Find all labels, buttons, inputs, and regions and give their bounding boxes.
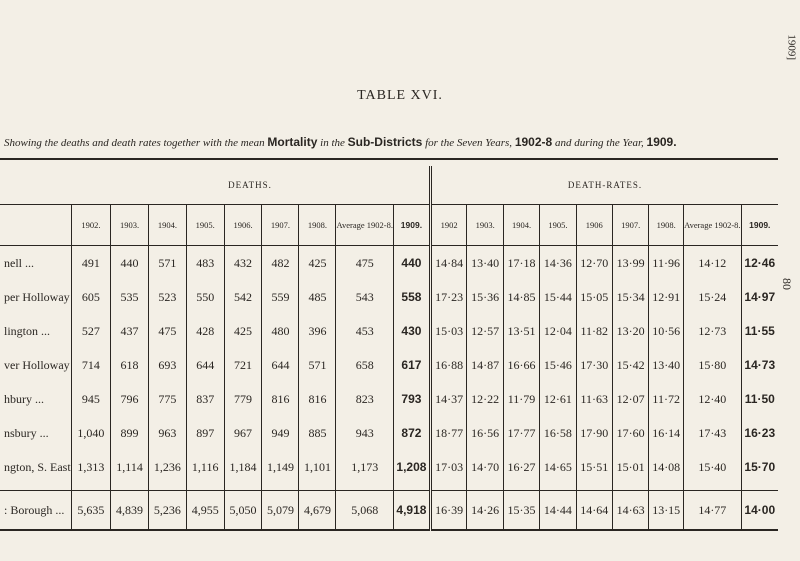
deaths-cell: 885 (299, 416, 336, 450)
rate-cell: 11·72 (649, 382, 684, 416)
rate-cell: 18·77 (430, 416, 467, 450)
rate-cell: 14·63 (612, 491, 648, 531)
deaths-column-header: 1906. (224, 205, 262, 246)
rate-cell: 17·90 (576, 416, 612, 450)
rate-cell: 16·14 (649, 416, 684, 450)
deaths-cell: 816 (299, 382, 336, 416)
rate-cell: 13·40 (649, 348, 684, 382)
deaths-cell: 428 (186, 314, 224, 348)
table-row (0, 348, 778, 382)
rate-cell: 14·26 (467, 491, 503, 531)
rates-column-header: 1905. (540, 205, 576, 246)
rate-cell: 14·37 (430, 382, 467, 416)
deaths-cell: 967 (224, 416, 262, 450)
rate-cell: 12·61 (540, 382, 576, 416)
rates-column-header: 1904. (503, 205, 539, 246)
table-row (0, 382, 778, 416)
rate-cell: 15·46 (540, 348, 576, 382)
deaths-cell: 482 (262, 246, 299, 281)
rates-column-header: 1902 (430, 205, 467, 246)
rate-cell: 14·64 (576, 491, 612, 531)
rate-cell: 15·44 (540, 280, 576, 314)
district-name: ver Holloway (4, 357, 70, 372)
deaths-cell: 1,149 (262, 450, 299, 484)
deaths-column-header: 1908. (299, 205, 336, 246)
deaths-cell: 5,079 (262, 491, 299, 531)
deaths-column-header: 1903. (111, 205, 149, 246)
deaths-cell: 5,635 (71, 491, 110, 531)
deaths-cell: 644 (262, 348, 299, 382)
rate-cell: 12·46 (741, 246, 778, 281)
deaths-cell: 775 (148, 382, 186, 416)
rate-cell: 14·85 (503, 280, 539, 314)
rate-cell: 11·50 (741, 382, 778, 416)
table-row (0, 450, 778, 484)
rate-cell: 15·42 (612, 348, 648, 382)
deaths-cell: 430 (393, 314, 430, 348)
rate-cell: 11·96 (649, 246, 684, 281)
rate-cell: 15·03 (430, 314, 467, 348)
deaths-cell: 4,918 (393, 491, 430, 531)
rate-cell: 13·20 (612, 314, 648, 348)
table-title: TABLE XVI. (357, 88, 443, 103)
deaths-cell: 943 (336, 416, 394, 450)
district-name: per Holloway (4, 289, 70, 304)
corner-cell (0, 205, 71, 246)
deaths-cell: 571 (299, 348, 336, 382)
deaths-column-header: 1904. (148, 205, 186, 246)
deaths-cell: 721 (224, 348, 262, 382)
deaths-cell: 1,236 (148, 450, 186, 484)
rate-cell: 14·36 (540, 246, 576, 281)
deaths-cell: 823 (336, 382, 394, 416)
rate-cell: 14·00 (741, 491, 778, 531)
deaths-cell: 571 (148, 246, 186, 281)
deaths-column-header: Average 1902-8. (336, 205, 394, 246)
deaths-cell: 796 (111, 382, 149, 416)
deaths-cell: 1,101 (299, 450, 336, 484)
deaths-cell: 949 (262, 416, 299, 450)
page-number: 80 (780, 278, 794, 290)
district-name: lington ... (4, 323, 51, 338)
deaths-cell: 618 (111, 348, 149, 382)
deaths-cell: 480 (262, 314, 299, 348)
rate-cell: 11·82 (576, 314, 612, 348)
rate-cell: 16·88 (430, 348, 467, 382)
deaths-cell: 714 (71, 348, 110, 382)
rate-cell: 12·91 (649, 280, 684, 314)
district-name: nell ... (4, 255, 34, 270)
rate-cell: 13·15 (649, 491, 684, 531)
rate-cell: 11·79 (503, 382, 539, 416)
rates-column-header: 1906 (576, 205, 612, 246)
deaths-cell: 4,839 (111, 491, 149, 531)
deaths-cell: 425 (299, 246, 336, 281)
deaths-cell: 837 (186, 382, 224, 416)
rate-cell: 16·23 (741, 416, 778, 450)
table-row (0, 246, 778, 281)
table-subtitle: Showing the deaths and death rates together with the mean Mortality in the Sub-Districts for the Seven Years, 1902-8 and during the Year, 1909. (4, 135, 677, 149)
rate-cell: 15·70 (741, 450, 778, 484)
table-row (0, 280, 778, 314)
deaths-cell: 558 (393, 280, 430, 314)
rate-cell: 15·01 (612, 450, 648, 484)
deaths-cell: 432 (224, 246, 262, 281)
deaths-cell: 396 (299, 314, 336, 348)
deaths-cell: 542 (224, 280, 262, 314)
rates-column-header: 1907. (612, 205, 648, 246)
rate-cell: 11·55 (741, 314, 778, 348)
deaths-cell: 1,173 (336, 450, 394, 484)
deaths-cell: 644 (186, 348, 224, 382)
deaths-cell: 475 (336, 246, 394, 281)
deaths-cell: 5,068 (336, 491, 394, 531)
rate-cell: 12·40 (684, 382, 742, 416)
table-row (0, 314, 778, 348)
rate-cell: 14·70 (467, 450, 503, 484)
deaths-group-header: DEATHS. (228, 180, 272, 190)
deaths-cell: 5,050 (224, 491, 262, 531)
rates-column-header: Average 1902-8. (684, 205, 742, 246)
deaths-cell: 485 (299, 280, 336, 314)
deaths-cell: 440 (393, 246, 430, 281)
rate-cell: 14·87 (467, 348, 503, 382)
total-row (0, 491, 778, 531)
deaths-cell: 543 (336, 280, 394, 314)
deaths-cell: 483 (186, 246, 224, 281)
rate-cell: 16·27 (503, 450, 539, 484)
deaths-column-header: 1909. (393, 205, 430, 246)
rate-cell: 15·35 (503, 491, 539, 531)
deaths-cell: 550 (186, 280, 224, 314)
rate-cell: 17·43 (684, 416, 742, 450)
deaths-cell: 816 (262, 382, 299, 416)
rate-cell: 11·63 (576, 382, 612, 416)
deaths-column-header: 1905. (186, 205, 224, 246)
deaths-cell: 1,208 (393, 450, 430, 484)
deaths-cell: 5,236 (148, 491, 186, 531)
rate-cell: 15·05 (576, 280, 612, 314)
deaths-cell: 899 (111, 416, 149, 450)
rate-cell: 16·39 (430, 491, 467, 531)
deaths-cell: 1,313 (71, 450, 110, 484)
rate-cell: 14·08 (649, 450, 684, 484)
rate-cell: 15·24 (684, 280, 742, 314)
rate-cell: 17·30 (576, 348, 612, 382)
rates-column-header: 1908. (649, 205, 684, 246)
deaths-cell: 559 (262, 280, 299, 314)
rate-cell: 14·77 (684, 491, 742, 531)
rate-cell: 12·22 (467, 382, 503, 416)
deaths-cell: 658 (336, 348, 394, 382)
deaths-cell: 1,184 (224, 450, 262, 484)
rates-column-header: 1909. (741, 205, 778, 246)
deaths-cell: 4,679 (299, 491, 336, 531)
rate-cell: 14·97 (741, 280, 778, 314)
deaths-cell: 440 (111, 246, 149, 281)
rate-cell: 17·03 (430, 450, 467, 484)
rate-cell: 17·60 (612, 416, 648, 450)
district-name: : Borough ... (0, 491, 71, 531)
rate-cell: 12·70 (576, 246, 612, 281)
rate-cell: 15·34 (612, 280, 648, 314)
rate-cell: 15·80 (684, 348, 742, 382)
rate-cell: 14·65 (540, 450, 576, 484)
deaths-cell: 453 (336, 314, 394, 348)
district-name: nsbury ... (4, 425, 49, 440)
deaths-cell: 617 (393, 348, 430, 382)
deaths-column-header: 1907. (262, 205, 299, 246)
deaths-cell: 1,114 (111, 450, 149, 484)
rate-cell: 15·36 (467, 280, 503, 314)
rate-cell: 13·99 (612, 246, 648, 281)
mortality-table (0, 158, 778, 531)
rate-cell: 14·84 (430, 246, 467, 281)
deaths-cell: 475 (148, 314, 186, 348)
rate-cell: 17·77 (503, 416, 539, 450)
deaths-cell: 605 (71, 280, 110, 314)
rate-cell: 12·57 (467, 314, 503, 348)
table-row (0, 416, 778, 450)
deaths-cell: 527 (71, 314, 110, 348)
rate-cell: 14·44 (540, 491, 576, 531)
deaths-cell: 4,955 (186, 491, 224, 531)
rate-cell: 17·23 (430, 280, 467, 314)
rate-cell: 16·66 (503, 348, 539, 382)
district-name: ngton, S. East (4, 459, 71, 474)
deaths-cell: 1,040 (71, 416, 110, 450)
rate-cell: 14·73 (741, 348, 778, 382)
deaths-cell: 535 (111, 280, 149, 314)
deaths-cell: 425 (224, 314, 262, 348)
deaths-cell: 1,116 (186, 450, 224, 484)
rate-cell: 12·04 (540, 314, 576, 348)
rate-cell: 15·51 (576, 450, 612, 484)
rate-cell: 16·56 (467, 416, 503, 450)
rate-cell: 12·07 (612, 382, 648, 416)
rate-cell: 10·56 (649, 314, 684, 348)
rate-cell: 12·73 (684, 314, 742, 348)
deaths-cell: 963 (148, 416, 186, 450)
deaths-cell: 693 (148, 348, 186, 382)
deaths-cell: 437 (111, 314, 149, 348)
deaths-cell: 491 (71, 246, 110, 281)
district-name: hbury ... (4, 391, 44, 406)
deaths-cell: 897 (186, 416, 224, 450)
rate-cell: 14·12 (684, 246, 742, 281)
deaths-cell: 945 (71, 382, 110, 416)
deaths-cell: 523 (148, 280, 186, 314)
rates-group-header: DEATH-RATES. (430, 166, 778, 205)
margin-year: 1909] (786, 34, 798, 60)
deaths-column-header: 1902. (71, 205, 110, 246)
deaths-cell: 793 (393, 382, 430, 416)
rates-column-header: 1903. (467, 205, 503, 246)
rate-cell: 13·51 (503, 314, 539, 348)
column-header-row (0, 205, 778, 246)
rate-cell: 16·58 (540, 416, 576, 450)
deaths-cell: 779 (224, 382, 262, 416)
rate-cell: 15·40 (684, 450, 742, 484)
deaths-cell: 872 (393, 416, 430, 450)
rate-cell: 17·18 (503, 246, 539, 281)
rate-cell: 13·40 (467, 246, 503, 281)
